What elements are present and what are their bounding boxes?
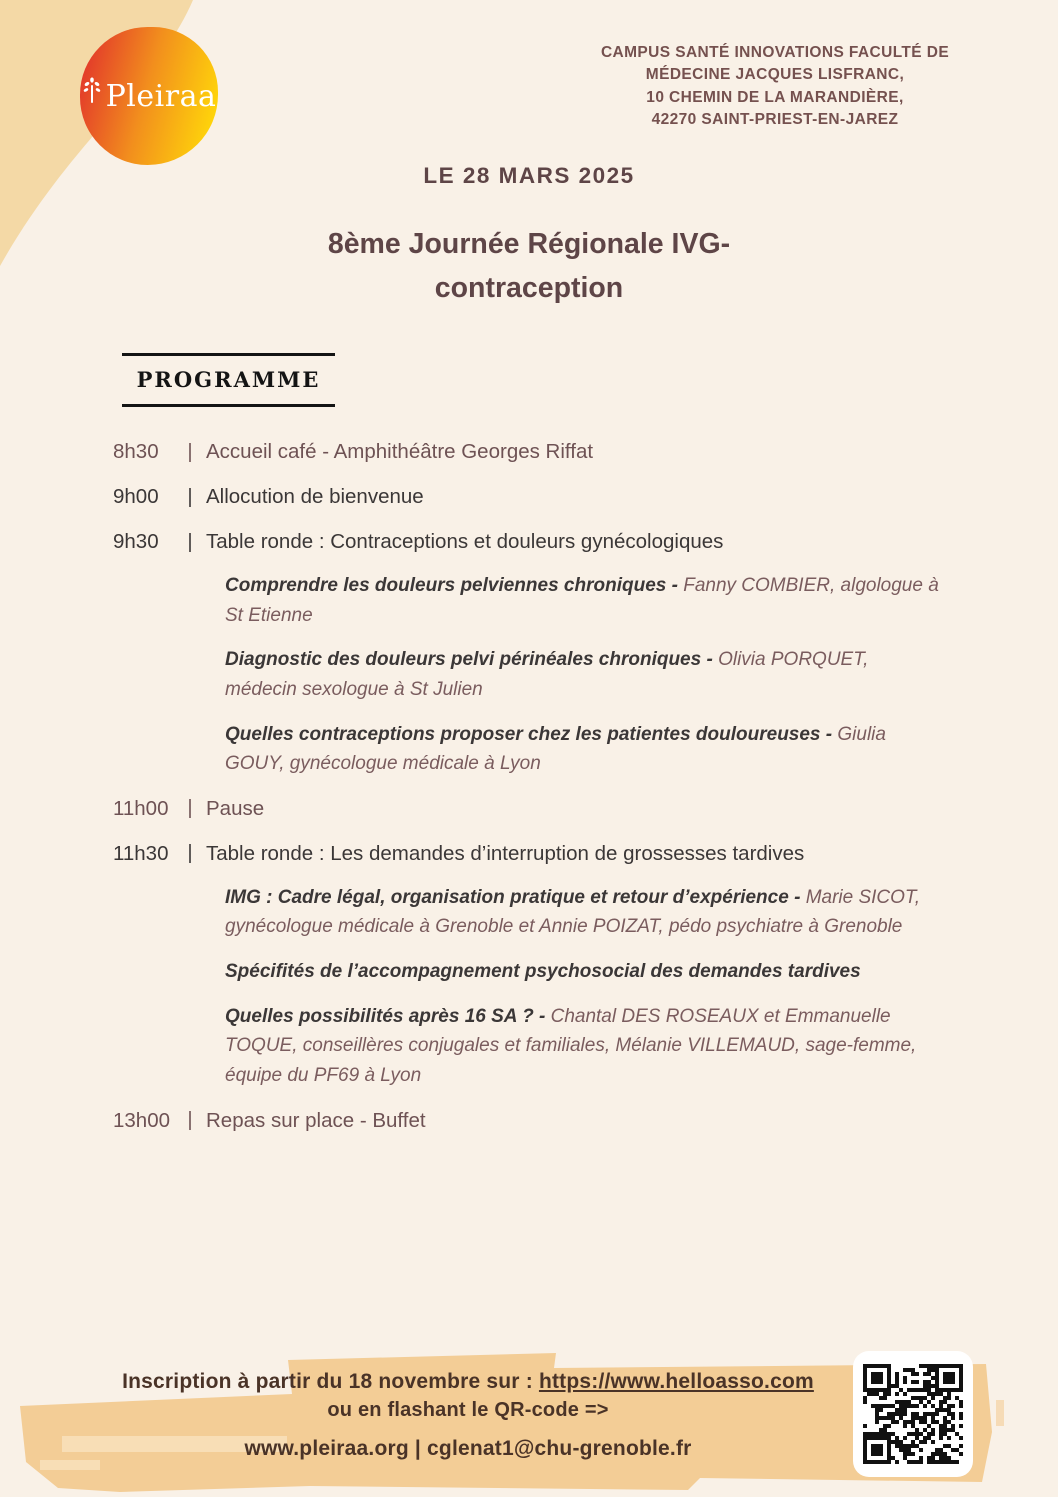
topic-speakers: Olivia PORQUET, médecin sexologue à St Julien [225, 649, 869, 700]
topic-title: Comprendre les douleurs pelviennes chroniques - [225, 575, 684, 596]
venue-address [565, 42, 985, 132]
contact-separator: | [408, 1437, 428, 1460]
session-topics [225, 571, 943, 779]
topic-speakers: Giulia GOUY, gynécologue médicale à Lyon [225, 723, 886, 775]
plant-icon [82, 77, 102, 103]
email-text: cglenat1@chu-grenoble.fr [427, 1437, 692, 1460]
contact-line [50, 1437, 886, 1461]
schedule-label: Allocution de bienvenue [206, 485, 424, 508]
topic-speakers: Marie SICOT, gynécologue médicale à Grenoble et Annie POIZAT, pédo psychiatre à Grenoble [225, 886, 921, 938]
inscription-line [50, 1370, 886, 1394]
footer-registration-info [50, 1370, 886, 1461]
session-topic [225, 883, 943, 942]
time-separator [189, 443, 191, 462]
pleiraa-logo [80, 27, 218, 165]
session-topics [225, 883, 943, 1091]
event-date: LE 28 MARS 2025 [423, 163, 635, 188]
schedule-row [113, 797, 975, 821]
time-separator [189, 533, 191, 552]
schedule-row [113, 842, 975, 866]
schedule-time: 9h00 [113, 485, 159, 508]
event-title-line2: contraception [434, 272, 624, 305]
qr-code-image [863, 1364, 963, 1464]
schedule-row [113, 530, 975, 554]
website-text: www.pleiraa.org [244, 1437, 409, 1460]
schedule-label: Accueil café - Amphithéâtre Georges Riffat [206, 440, 594, 463]
schedule-time: 9h30 [113, 530, 159, 553]
time-separator [189, 1111, 191, 1130]
schedule-time: 11h00 [113, 796, 169, 820]
topic-title: IMG : Cadre légal, organisation pratique et retour d’expérience - [225, 886, 806, 908]
time-separator [189, 799, 191, 818]
qr-flash-line: ou en flashant le QR-code => [327, 1399, 609, 1421]
topic-title: Spécifités de l’accompagnement psychosocial des demandes tardives [225, 961, 861, 982]
address-line: CAMPUS SANTÉ INNOVATIONS FACULTÉ DE [600, 44, 950, 61]
schedule-label: Repas sur place - Buffet [206, 1108, 426, 1132]
topic-title: Quelles contraceptions proposer chez les patientes douloureuses - [225, 723, 838, 745]
session-topic [225, 720, 943, 779]
schedule-time: 8h30 [113, 440, 159, 463]
session-topic [225, 571, 943, 630]
schedule-row [113, 440, 975, 464]
schedule-row [113, 485, 975, 509]
session-topic [225, 645, 943, 704]
time-separator [189, 488, 191, 507]
inscription-prefix: Inscription à partir du 18 novembre sur : [122, 1370, 539, 1393]
topic-speakers: Chantal DES ROSEAUX et Emmanuelle TOQUE, conseillères conjugales et familiales, Mélanie VILLEMAUD, sage-femme, équipe du PF69 à Lyon [225, 1005, 917, 1086]
topic-speakers: Fanny COMBIER, algologue à St Etienne [225, 575, 939, 626]
address-line: 10 CHEMIN DE LA MARANDIÈRE, [646, 88, 904, 106]
logo-text: Pleiraa [105, 78, 217, 114]
topic-title: Quelles possibilités après 16 SA ? - [225, 1005, 551, 1027]
schedule-label: Table ronde : Les demandes d’interruption de grossesses tardives [206, 841, 805, 865]
session-topic [225, 1002, 943, 1091]
time-separator [189, 844, 191, 863]
schedule-label: Pause [206, 796, 265, 820]
event-title-line1: 8ème Journée Régionale IVG- [327, 228, 731, 260]
qr-code [853, 1351, 973, 1477]
event-title [0, 222, 1058, 310]
address-line: 42270 SAINT-PRIEST-EN-JAREZ [651, 111, 899, 129]
schedule-time: 13h00 [113, 1108, 171, 1132]
schedule-list [113, 440, 975, 1154]
schedule-time: 11h30 [113, 841, 169, 865]
schedule-label: Table ronde : Contraceptions et douleurs gynécologiques [206, 530, 724, 553]
session-topic [225, 957, 943, 987]
topic-title: Diagnostic des douleurs pelvi périnéales chroniques - [225, 649, 719, 671]
programme-heading: PROGRAMME [122, 353, 335, 407]
address-line: MÉDECINE JACQUES LISFRANC, [645, 66, 905, 84]
schedule-row [113, 1109, 975, 1133]
helloasso-link[interactable]: https://www.helloasso.com [538, 1370, 814, 1393]
